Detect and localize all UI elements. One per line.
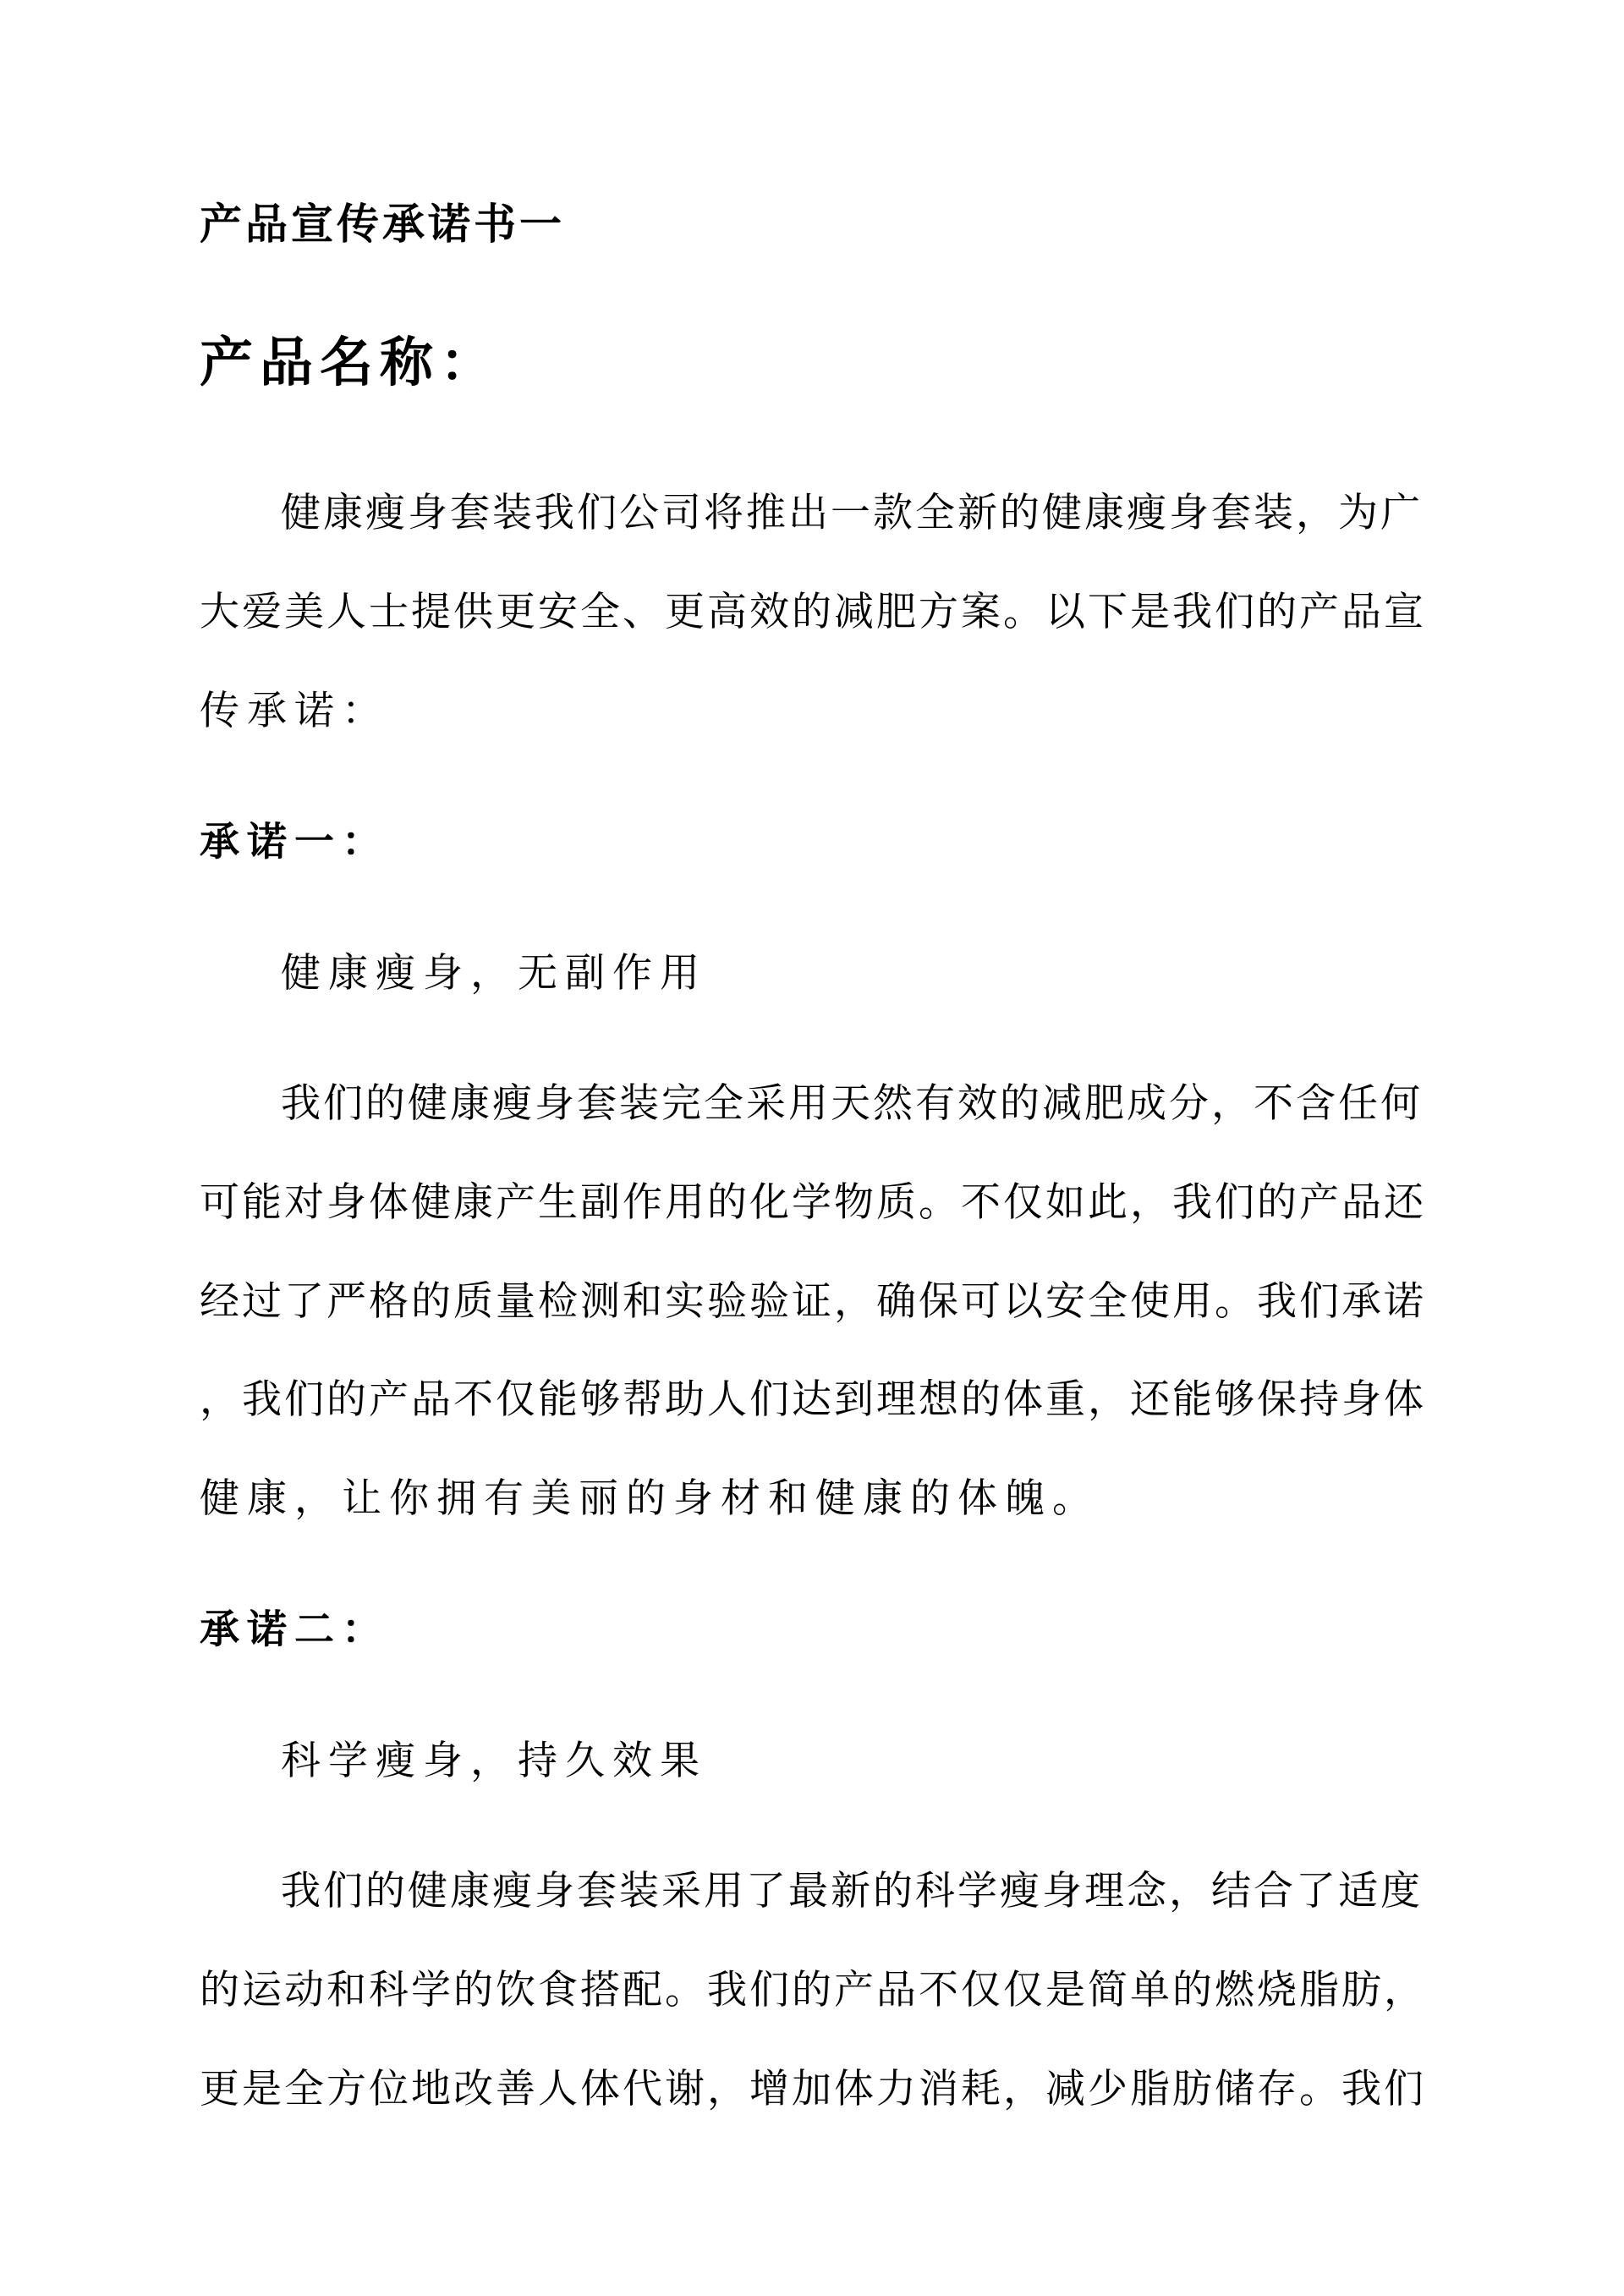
promise2-subtitle: 科学瘦身，持久效果 <box>281 1738 707 1784</box>
intro-line-1: 健康瘦身套装我们公司将推出一款全新的健康瘦身套装，为广 <box>281 490 1423 536</box>
promise2-body-line-3: 更是全方位地改善人体代谢，增加体力消耗，减少脂肪储存。我们 <box>200 2066 1426 2112</box>
promise1-body-line-4: ，我们的产品不仅能够帮助人们达到理想的体重，还能够保持身体 <box>200 1376 1426 1423</box>
promise2-body-line-1: 我们的健康瘦身套装采用了最新的科学瘦身理念，结合了适度 <box>281 1868 1423 1914</box>
document-title: 产品宣传承诺书一 <box>200 199 565 249</box>
promise2-body-line-2: 的运动和科学的饮食搭配。我们的产品不仅仅是简单的燃烧脂肪， <box>200 1967 1426 2013</box>
intro-line-2: 大爱美人士提供更安全、更高效的减肥方案。以下是我们的产品宣 <box>200 589 1426 635</box>
intro-line-3: 传承诺： <box>200 688 389 734</box>
promise2-heading: 承诺二： <box>200 1607 389 1653</box>
product-name-heading: 产品名称： <box>200 331 500 393</box>
promise1-subtitle: 健康瘦身，无副作用 <box>281 950 707 997</box>
promise1-body-line-5: 健康，让你拥有美丽的身材和健康的体魄。 <box>200 1475 1100 1522</box>
promise1-body-line-3: 经过了严格的质量检测和实验验证，确保可以安全使用。我们承诺 <box>200 1278 1426 1325</box>
promise1-heading: 承诺一： <box>200 819 389 865</box>
promise1-body-line-1: 我们的健康瘦身套装完全采用天然有效的减肥成分，不含任何 <box>281 1080 1423 1127</box>
promise1-body-line-2: 可能对身体健康产生副作用的化学物质。不仅如此，我们的产品还 <box>200 1179 1426 1226</box>
